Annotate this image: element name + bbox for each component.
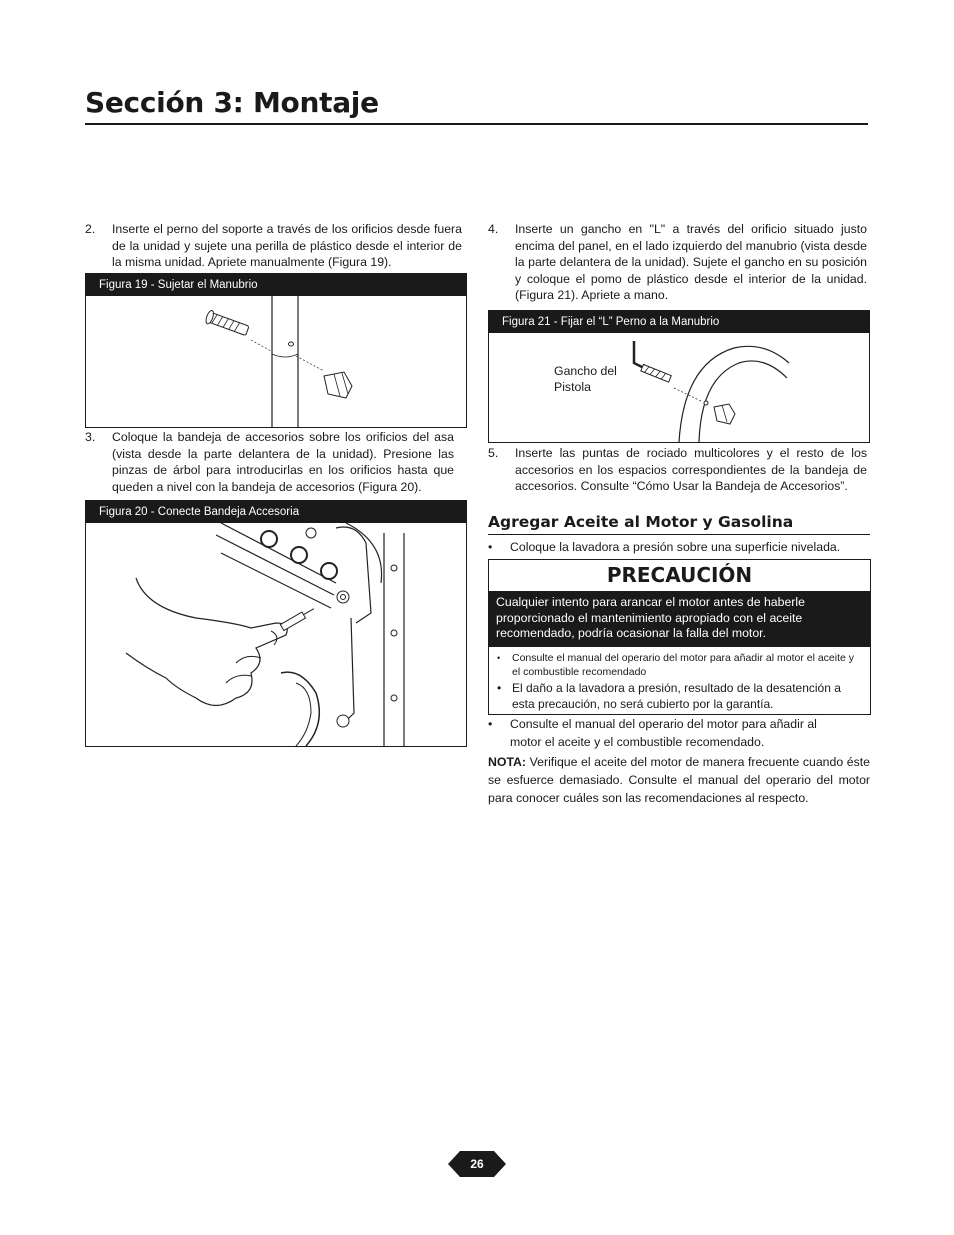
bullet-item bbox=[488, 539, 870, 556]
step-5 bbox=[488, 445, 870, 497]
page-number bbox=[448, 1151, 506, 1177]
figure-20 bbox=[85, 500, 467, 747]
page-number-text: 26 bbox=[470, 1157, 484, 1171]
step-number: 2. bbox=[85, 222, 96, 236]
caution-box bbox=[488, 559, 871, 715]
note-label: NOTA: bbox=[488, 755, 527, 769]
step-text: Inserte un gancho en "L" a través del orificio situado justo encima del panel, en el lado izquierdo del manubrio (vista desde la parte delantera de la unidad). Sujete el gancho en su posición y coloque el pomo de plástico desde el interior de la unidad. (Figura 21). Apriete a mano. bbox=[515, 222, 867, 303]
figure-21-illustration bbox=[489, 333, 869, 442]
note-text: Verifique el aceite del motor de manera frecuente cuando éste se esfuerce demasiado. Consulte el manual del operario del motor para conocer cuáles son las recomendaciones al respecto. bbox=[488, 755, 871, 805]
left-column bbox=[85, 221, 467, 761]
bullet-dot: • bbox=[497, 681, 502, 695]
caution-item bbox=[497, 681, 863, 713]
step-number: 5. bbox=[488, 446, 499, 460]
step-3 bbox=[85, 429, 467, 499]
caution-item-text: Consulte el manual del operario del motor para añadir al motor el aceite y el combustible recomendado bbox=[512, 652, 855, 678]
bullet-text: Coloque la lavadora a presión sobre una superficie nivelada. bbox=[510, 540, 841, 554]
step-4 bbox=[488, 221, 870, 307]
note bbox=[488, 753, 870, 807]
title-rule bbox=[85, 123, 868, 125]
bullet-dot: • bbox=[497, 653, 501, 663]
step-text: Coloque la bandeja de accesorios sobre los orificios del asa (vista desde la parte delantera de la unidad). Presione las pinzas de árbol para introducirlas en los orificios hasta que queden a nivel con la bandeja de accesorios (Figura 20). bbox=[112, 430, 454, 494]
figure-label-line: Pistola bbox=[554, 379, 591, 394]
step-number: 4. bbox=[488, 222, 499, 236]
page-title: Sección 3: Montaje bbox=[85, 86, 379, 119]
figure-label-line: Gancho del bbox=[554, 364, 617, 378]
section-rule bbox=[488, 534, 870, 535]
bullet-item bbox=[488, 715, 870, 751]
caution-body: Cualquier intento para arancar el motor antes de haberle proporcionado el mantenimiento apropiado con el aceite recomendado, podría ocasionar la falla del motor. bbox=[489, 591, 870, 647]
figure-21 bbox=[488, 310, 870, 443]
figure-caption: Figura 20 - Conecte Bandeja Accesoria bbox=[86, 501, 466, 523]
step-text: Inserte el perno del soporte a través de los orificios desde fuera de la unidad y sujete una perilla de plástico desde el interior de la misma unidad. Apriete manualmente (Figura 19). bbox=[112, 222, 462, 270]
step-number: 3. bbox=[85, 430, 96, 444]
step-text: Inserte las puntas de rociado multicolores y el resto de los accesorios en los espacios correspondientes de la bandeja de accesorios. Consulte “Cómo Usar la Bandeja de Accesorios”. bbox=[515, 446, 867, 494]
figure-caption: Figura 19 - Sujetar el Manubrio bbox=[86, 274, 466, 296]
figure-19 bbox=[85, 273, 467, 428]
figure-20-illustration bbox=[86, 523, 466, 746]
bullet-text: Consulte el manual del operario del motor para añadir al motor el aceite y el combustible recomendado. bbox=[510, 717, 817, 749]
bullet-dot: • bbox=[488, 717, 493, 731]
caution-list bbox=[489, 647, 870, 714]
caution-title: PRECAUCIÓN bbox=[606, 563, 753, 587]
caution-item bbox=[497, 651, 863, 679]
bullet-dot: • bbox=[488, 540, 493, 554]
figure-caption: Figura 21 - Fijar el “L” Perno a la Manubrio bbox=[489, 311, 869, 333]
step-2 bbox=[85, 221, 467, 273]
figure-19-illustration bbox=[86, 296, 466, 427]
caution-item-text: El daño a la lavadora a presión, resultado de la desatención a esta precaución, no será cubierto por la garantía. bbox=[512, 681, 841, 711]
section-heading: Agregar Aceite al Motor y Gasolina bbox=[488, 513, 794, 531]
